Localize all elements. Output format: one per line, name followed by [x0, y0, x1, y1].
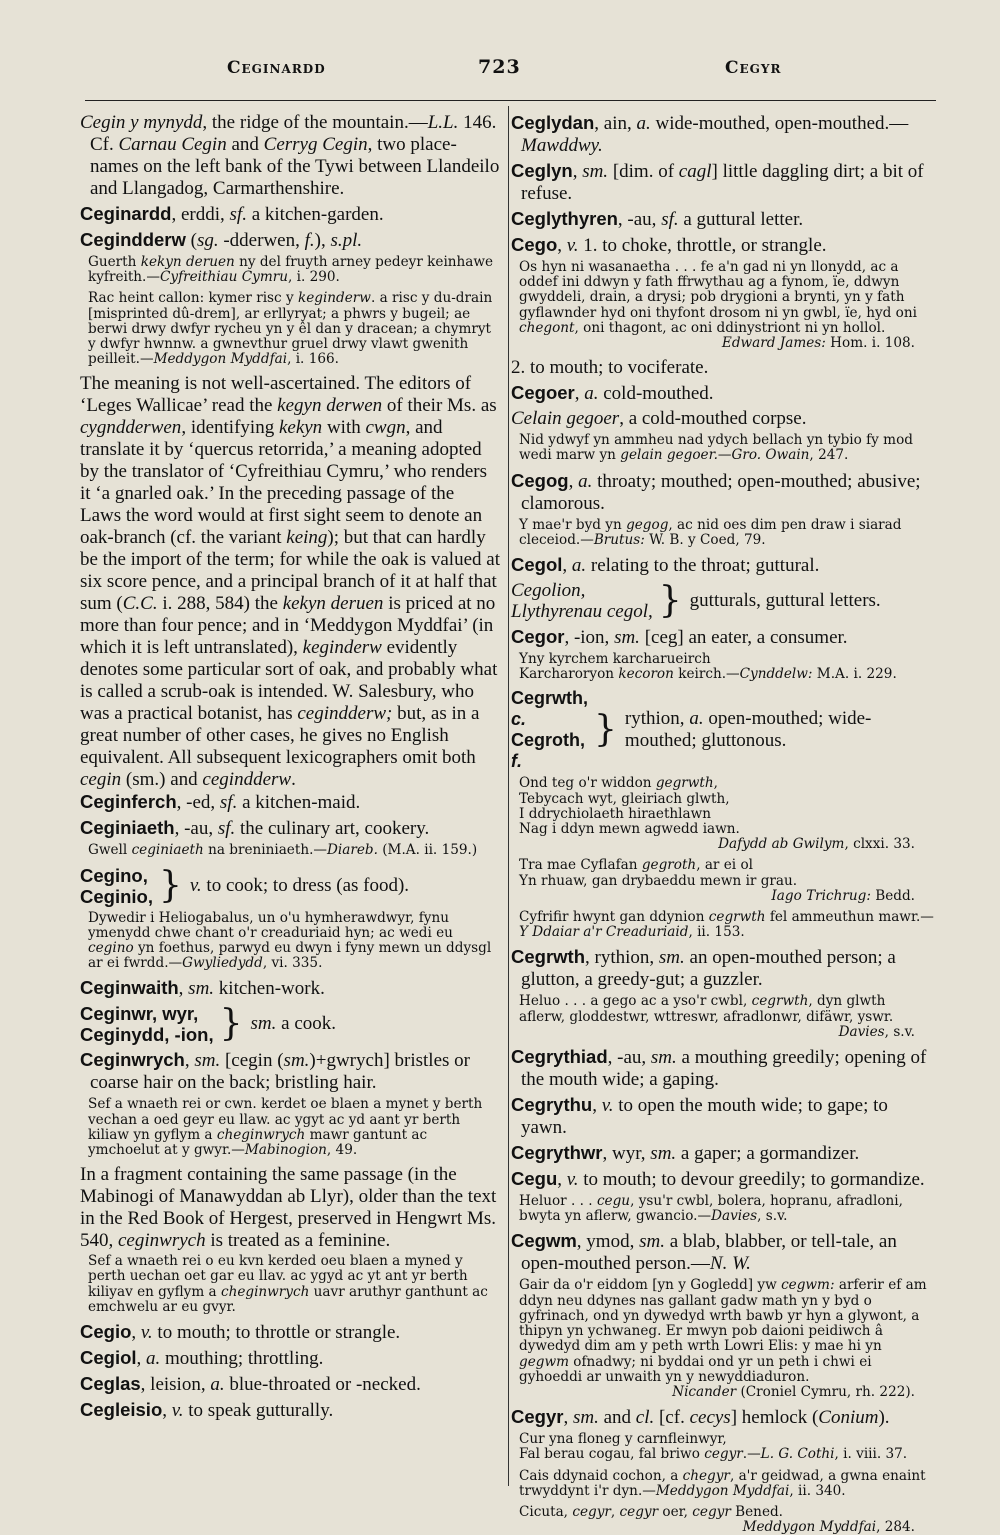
headword-pair: Cegino, Ceginio,: [80, 864, 153, 907]
citation: Heluor . . . cegu, ysu'r cwbl, bolera, hopranu, afradloni, bwyta yn aflerw, gwancio.—Davies, s.v.: [519, 1193, 903, 1225]
dictionary-entry: Cegrythiad, -au, sm. a mouthing greedily; opening of the mouth wide; a gaping.: [511, 1046, 927, 1091]
dictionary-entry: Cegrwth, rythion, sm. an open-mouthed person; a glutton, a greedy-gut; a guzzler.: [511, 946, 896, 991]
dictionary-entry: Cegio, v. to mouth; to throttle or strangle.: [80, 1321, 401, 1344]
running-head-left: Ceginardd: [227, 58, 326, 78]
dictionary-entry: Celain gegoer, a cold-mouthed corpse.: [511, 408, 807, 430]
dictionary-entry: Cego, v. 1. to choke, throttle, or strangle.: [511, 234, 827, 256]
headword-pair: Ceginwr, wyr, Ceginydd, -ion,: [80, 1003, 214, 1046]
dictionary-entry: Cegor, -ion, sm. [ceg] an eater, a consumer.: [511, 626, 848, 649]
page-number: 723: [478, 56, 521, 78]
citation: Os hyn ni wasanaetha . . . fe a'n gad ni yn llonydd, ac a oddef ini ddwyn y fath ffrwythau ag a fynom, ïe, ddwyn gwyddeli, drain, a drysi; pob drygioni a brynti, yn y fath gyflawnder hyd oni thyfont drosom ni yn gwbl, ïe, hyd oni chegont, oni thagont, ac oni ddinystriont ni yn hollol. Edward James: Hom. i. 108.: [519, 259, 917, 352]
citation: Sef a wnaeth rei o eu kvn kerded oeu blaen a myned y perth uechan oet gar eu llav. ac ygyd ac yt ant yr berth kiliyav en gyflym a cheginwrych uavr aruthyr ganthunt ac emchwelu ar eu gvyr.: [88, 1253, 488, 1315]
dictionary-entry: Cegrythwr, wyr, sm. a gaper; a gormandizer.: [511, 1142, 860, 1165]
dictionary-entry: Cegoer, a. cold-mouthed.: [511, 382, 714, 405]
citation: Sef a wnaeth rei or cwn. kerdet oe blaen a mynet y berth vechan a oed geyr eu llaw. ac ygyt ac yd aant yr berth kiliaw yn gyflym a cheginwrych mawr gantunt ac ymchoelut at y gwyr.—Mabinogion, 49.: [88, 1096, 483, 1159]
paired-headword-entry: [80, 865, 500, 907]
dictionary-entry: Ceginwaith, sm. kitchen-work.: [80, 977, 325, 1000]
citation: Rac heint callon: kymer risc y keginderw. a risc y du-drain [misprinted dû-drem], ar erllyryat; a phwrs y bugeil; ae berwi drwy dwfyr rycheu yn y êl dan y dracean; a chymryt y dwfyr hwnnw. a gwnevthur gruel drwy vlawt gwenith peilleit.—Meddygon Myddfai, i. 166.: [88, 290, 493, 368]
header-rule: [85, 100, 936, 101]
dictionary-entry: Ceglythyren, -au, sf. a guttural letter.: [511, 208, 804, 230]
citation: Heluo . . . a gego ac a yso'r cwbl, cegrwth, dyn glwth aflerw, gloddestwr, wttreswr, afradlonwr, difäwr, yswr. Davies, s.v.: [519, 993, 915, 1040]
citation: Guerth kekyn deruen ny del fruyth arney pedeyr keinhawe kyfreith.—Cyfreithiau Cymru, i. 290.: [88, 254, 494, 286]
paired-headword-entry: [511, 688, 935, 772]
dictionary-entry: Cegwm, ymod, sm. a blab, blabber, or tell-tale, an open-mouthed person.—N. W.: [511, 1230, 897, 1275]
definition: rythion, a. open-mouthed; wide-mouthed; gluttonous.: [624, 708, 872, 752]
dictionary-entry: Ceginardd, erddi, sf. a kitchen-garden.: [80, 203, 384, 225]
definition: gutturals, guttural letters.: [689, 590, 881, 612]
dictionary-entry: Cegindderw (sg. -dderwen, f.), s.pl.: [80, 229, 363, 251]
dictionary-entry: 2. to mouth; to vociferate.: [511, 357, 709, 379]
citation: Yny kyrchem karcharueirch Karcharoryon kecoron keirch.—Cynddelw: M.A. i. 229.: [519, 651, 897, 683]
dictionary-entry: Ceginwrych, sm. [cegin (sm.)+gwrych] bristles or coarse hair on the back; bristling hair.: [80, 1049, 470, 1094]
dictionary-entry: Cegiol, a. mouthing; throttling.: [80, 1347, 324, 1370]
definition: v. to cook; to dress (as food).: [189, 874, 410, 896]
paired-headword-entry: [511, 580, 935, 622]
dictionary-entry: Cegol, a. relating to the throat; guttural.: [511, 554, 820, 577]
column-divider: [508, 106, 509, 1486]
running-head-right: Cegyr: [725, 58, 782, 78]
brace: }: [594, 709, 617, 751]
citation: Tra mae Cyflafan gegroth, ar ei ol Yn rhuaw, gan drybaeddu mewn ir grau. Iago Trichrug: Bedd.: [519, 857, 915, 904]
dictionary-entry: Cegu, v. to mouth; to devour greedily; to gormandize.: [511, 1168, 925, 1191]
headword-pair: Cegrwth, c. Cegroth, f.: [511, 688, 589, 772]
dictionary-entry: Ceglyn, sm. [dim. of cagl] little daggling dirt; a bit of refuse.: [511, 160, 924, 204]
paired-headword-entry: [80, 1003, 500, 1045]
citation: Nid ydwyf yn ammheu nad ydych bellach yn tybio fy mod wedi marw yn gelain gegoer.—Gro. Owain, 247.: [519, 432, 913, 464]
right-column: [511, 112, 935, 1535]
brace: }: [158, 864, 182, 906]
dictionary-entry: Ceginferch, -ed, sf. a kitchen-maid.: [80, 791, 361, 814]
dictionary-entry: Cegyr, sm. and cl. [cf. cecys] hemlock (Conium).: [511, 1406, 890, 1429]
citation: Cicuta, cegyr, cegyr oer, cegyr Bened. Meddygon Myddfai, 284.: [519, 1503, 915, 1535]
dictionary-entry: Cegrythu, v. to open the mouth wide; to gape; to yawn.: [511, 1094, 888, 1139]
commentary-paragraph: In a fragment containing the same passage (in the Mabinogi of Manawyddan ab Llyr), older than the text in the Red Book of Hergest, preserved in Hengwrt Ms. 540, ceginwrych is treated as a feminine.: [80, 1164, 497, 1252]
citation: Gair da o'r eiddom [yn y Gogledd] yw cegwm: arferir ef am ddyn neu ddynes nas gallant gadw math yn y byd o gyfrinach, ond yn dywedyd wrth bawb yr hyn a glywont, a thipyn yn ychwaneg. Er mwyn pob daioni peidiwch â dywedyd dim am y peth wrth Lowri Elis: y mae hi yn gegwm ofnadwy; ni byddai ond yr un peth i chwi ei gyhoeddi ar unwaith yn y newyddiaduron. Nicander (Croniel Cymru, rh. 222).: [519, 1277, 927, 1400]
dictionary-entry: Ceglas, leision, a. blue-throated or -necked.: [80, 1373, 421, 1396]
citation: Cais ddynaid cochon, a chegyr, a'r geidwad, a gwna enaint trwyddynt i'r dyn.—Meddygon Myddfai, ii. 340.: [519, 1467, 926, 1499]
dictionary-entry: Cegog, a. throaty; mouthed; open-mouthed; abusive; clamorous.: [511, 469, 921, 514]
definition: sm. a cook.: [250, 1013, 337, 1035]
citation: Gwell ceginiaeth na breniniaeth.—Diareb. (M.A. ii. 159.): [88, 842, 478, 859]
left-column: [80, 112, 500, 1487]
dictionary-entry: Ceginiaeth, -au, sf. the culinary art, cookery.: [80, 817, 430, 840]
commentary-paragraph: The meaning is not well-ascertained. The editors of ‘Leges Wallicae’ read the kegyn derwen of their Ms. as cygndderwen, identifying kekyn with cwgn, and translate it by ‘quercus retorrida,’ a meaning adopted by the translator of ‘Cyfreithiau Cymru,’ who renders it ‘a gnarled oak.’ In the preceding passage of the Laws the word would at first sight seem to denote an oak-branch (cf. the variant keing); but that can hardly be the import of the term; for while the oak is valued at six score pence, and a principal branch of it at half that sum (C.C. i. 288, 584) the kekyn deruen is priced at no more than four pence; and in ‘Meddygon Myddfai’ (in which it is left untranslated), keginderw evidently denotes some particular sort of oak, and probably what is called a scrub-oak is intended. W. Salesbury, who was a practical botanist, has cegindderw; but, as in a great number of other cases, he gives no English equivalent. All subsequent lexicographers omit both cegin (sm.) and cegindderw.: [80, 373, 500, 791]
dictionary-entry: Cegleisio, v. to speak gutturally.: [80, 1399, 334, 1422]
citation: Cur yna floneg y carnfleinwyr, Fal berau cogau, fal briwo cegyr.—L. G. Cothi, i. viii. 37.: [519, 1431, 908, 1463]
brace: }: [219, 1003, 243, 1045]
headword-pair: Cegolion, Llythyrenau cegol,: [511, 580, 653, 623]
dictionary-entry: Ceglydan, ain, a. wide-mouthed, open-mouthed.—Mawddwy.: [511, 112, 909, 156]
citation: Dywedir i Heliogabalus, un o'u hymherawdwyr, fynu ymenydd chwe chant o'r creaduriaid hyn; ac wedi eu cegino yn foethus, parwyd eu dwyn i fyny mewn un ddysgl ar ei fwrdd.—Gwyliedydd, vi. 335.: [88, 909, 492, 972]
citation: Ond teg o'r widdon gegrwth, Tebycach wyt, gleiriach glwth, I ddrychiolaeth hiraethlawn Nag i ddyn mewn agwedd iawn. Dafydd ab Gwilym, clxxi. 33.: [519, 775, 915, 853]
citation: Y mae'r byd yn gegog, ac nid oes dim pen draw i siarad cleceiod.—Brutus: W. B. y Coed, 79.: [519, 516, 902, 548]
brace: }: [658, 580, 682, 622]
dictionary-entry: Cegin y mynydd, the ridge of the mountain.—L.L. 146. Cf. Carnau Cegin and Cerryg Cegin, two place-names on the left bank of the Tywi between Llandeilo and Llangadog, Carmarthenshire.: [80, 112, 500, 199]
citation: Cyfrifir hwynt gan ddynion cegrwth fel ammeuthun mawr.—Y Ddaiar a'r Creaduriaid, ii. 153.: [519, 909, 934, 941]
